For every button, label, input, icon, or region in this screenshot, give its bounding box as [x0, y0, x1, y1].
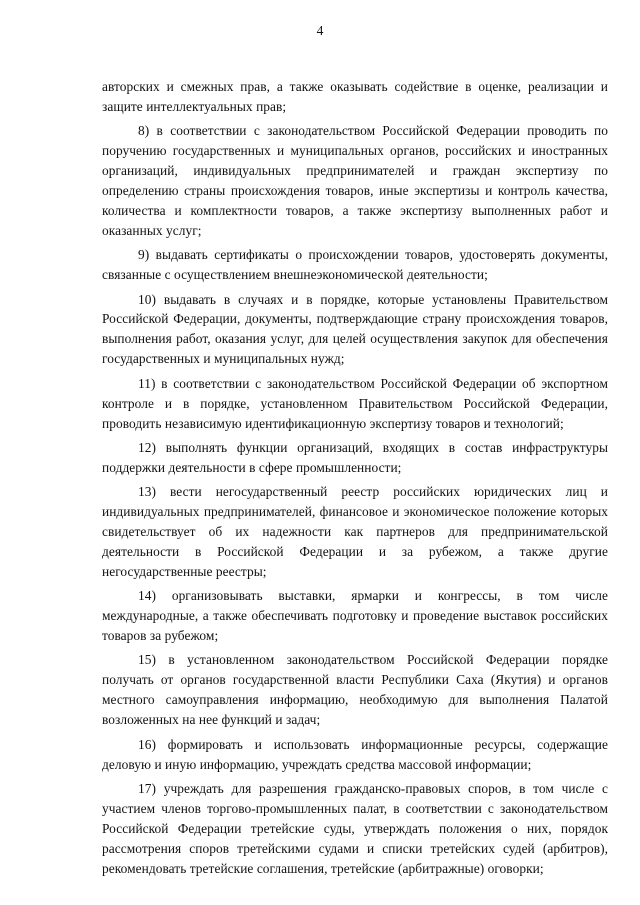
paragraph-item-17: 17) учреждать для разрешения гражданско-правовых споров, в том числе с участием членов торгово-промышленных палат, в соответствии с законодательством Российской Федерации третейские суды, утверждать положения о них, порядок рассмотрения споров третейскими судами и списки третейских судей (арбитров), рекомендовать третейские соглашения, третейские (арбитражные) оговорки;	[102, 780, 608, 876]
paragraph-item-11: 11) в соответствии с законодательством Российской Федерации об экспортном контроле и в порядке, установленном Правительством Российской Федерации, проводить независимую идентификационную экспертизу товаров и технологий;	[102, 375, 608, 431]
paragraph-item-16: 16) формировать и использовать информационные ресурсы, содержащие деловую и иную информацию, учреждать средства массовой информации;	[102, 736, 608, 772]
paragraph-item-9: 9) выдавать сертификаты о происхождении товаров, удостоверять документы, связанные с осуществлением внешнеэкономической деятельности;	[102, 247, 608, 283]
paragraph-item-10: 10) выдавать в случаях и в порядке, которые установлены Правительством Российской Федерации, документы, подтверждающие страну происхождения товаров, выполнения работ, оказания услуг, для целей осуществления закупок для обеспечения государственных и муниципальных нужд;	[102, 291, 608, 367]
paragraph-item-8: 8) в соответствии с законодательством Российской Федерации проводить по поручению государственных и муниципальных органов, российских и иностранных организаций, индивидуальных предпринимателей и граждан экспертизу по определению страны происхождения товаров, иные экспертизы и контроль качества, количества и комплектности товаров, а также экспертизу выполненных работ и оказанных услуг;	[102, 123, 608, 238]
document-body	[102, 77, 608, 883]
paragraph-item-15: 15) в установленном законодательством Российской Федерации порядке получать от органов государственной власти Республики Саха (Якутия) и органов местного самоуправления информацию, необходимую для выполнения Палатой возложенных на нее функций и задач;	[102, 652, 608, 728]
paragraph-item-12: 12) выполнять функции организаций, входящих в состав инфраструктуры поддержки деятельности в сфере промышленности;	[102, 439, 608, 475]
paragraph-item-13: 13) вести негосударственный реестр российских юридических лиц и индивидуальных предпринимателей, финансовое и экономическое положение которых свидетельствует об их надежности как партнеров для предпринимательской деятельности в Российской Федерации и за рубежом, а также другие негосударственные реестры;	[102, 484, 608, 579]
paragraph-item-14: 14) организовывать выставки, ярмарки и конгрессы, в том числе международные, а также обеспечивать подготовку и проведение выставок российских товаров за рубежом;	[102, 588, 608, 644]
paragraph-continuation: авторских и смежных прав, а также оказывать содействие в оценке, реализации и защите интеллектуальных прав;	[102, 79, 608, 114]
page-number: 4	[316, 23, 324, 38]
